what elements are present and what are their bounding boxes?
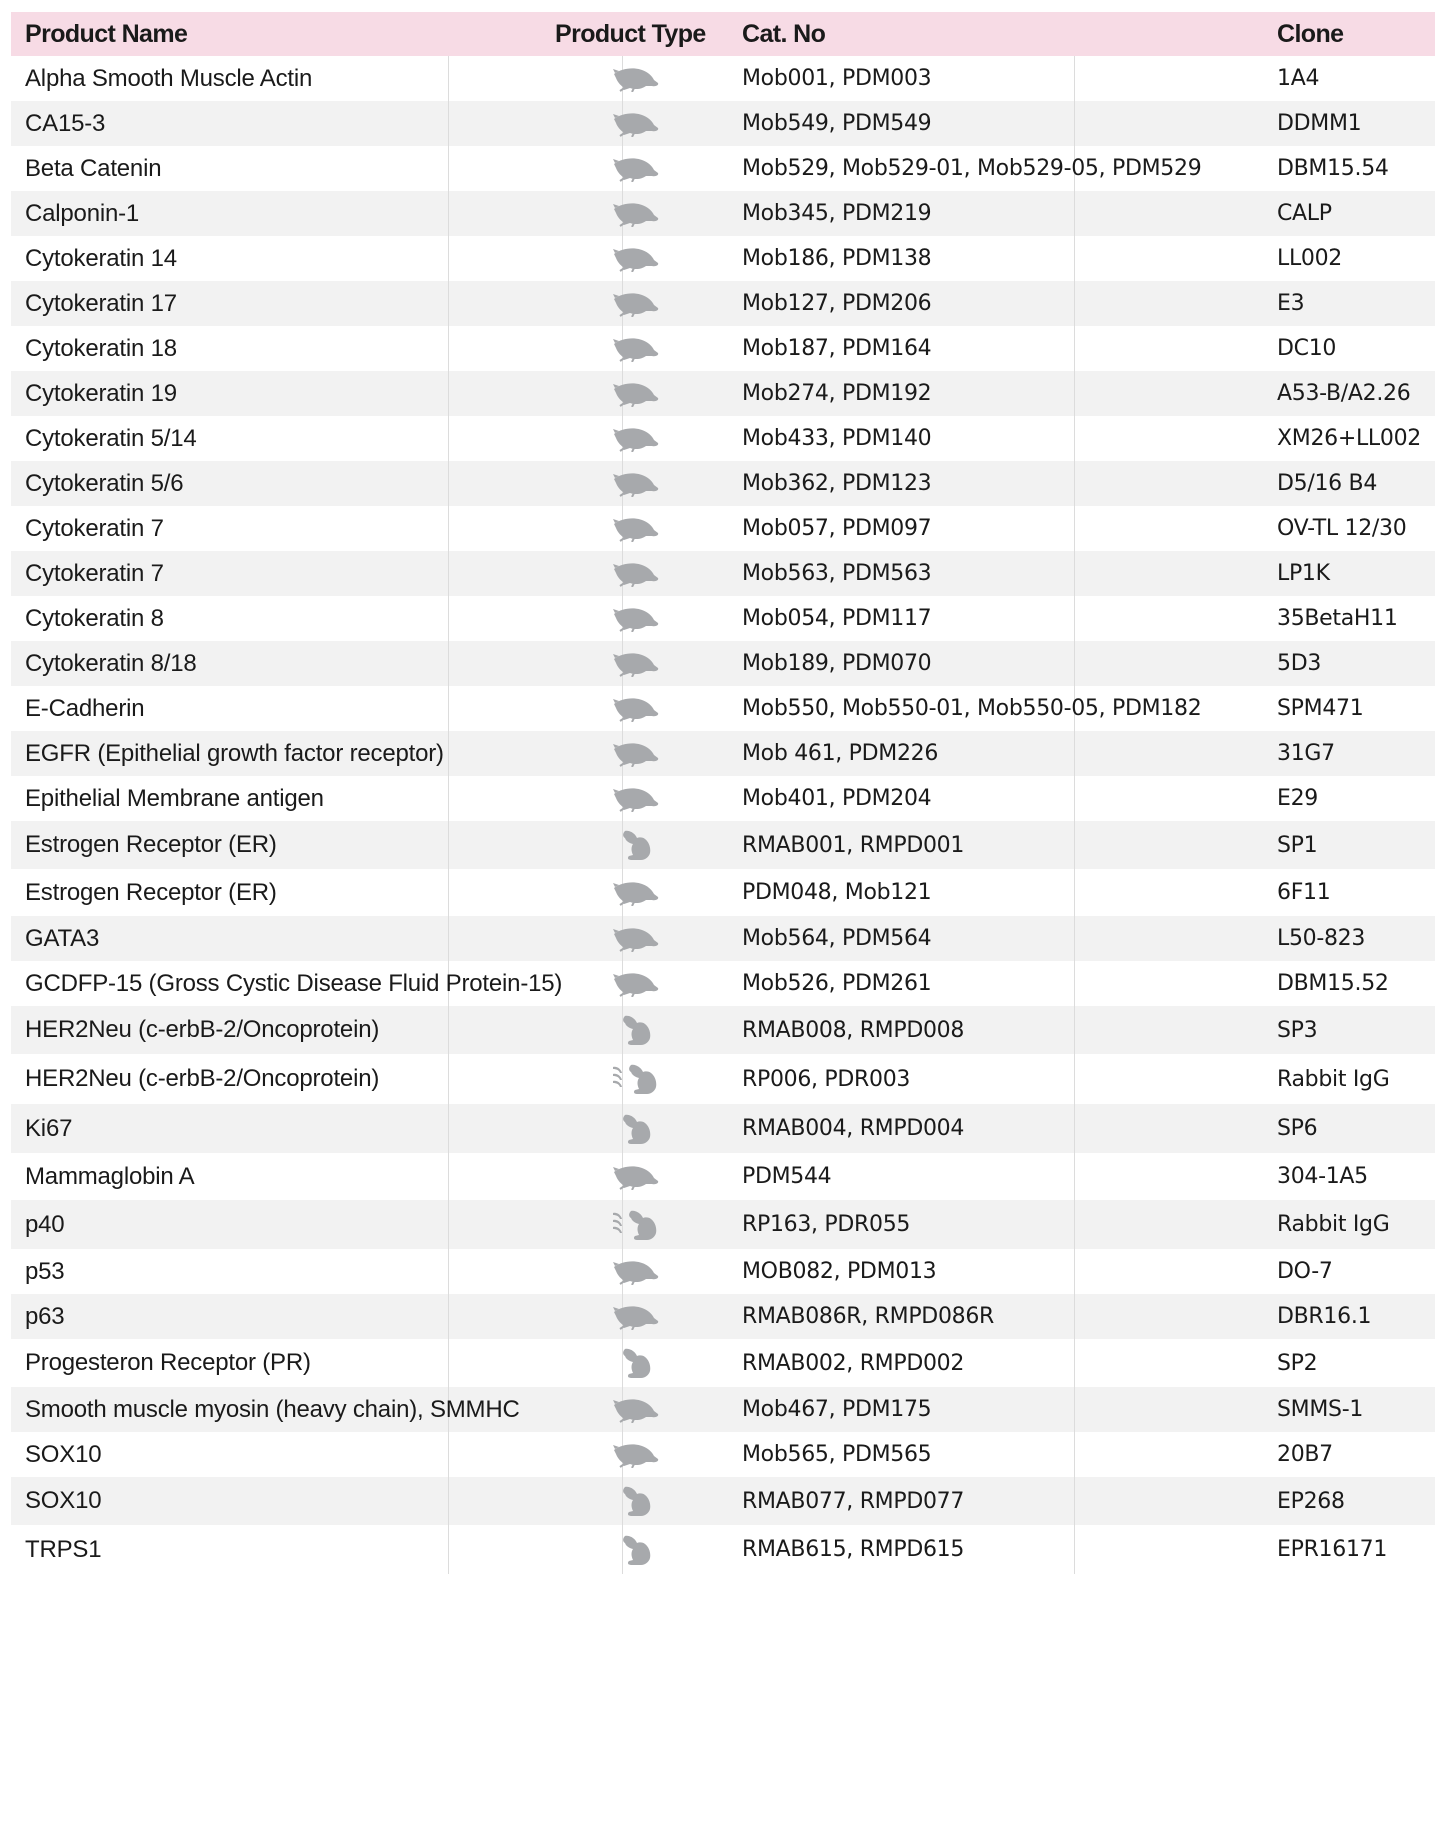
table-row: [11, 821, 1435, 869]
product-name-cell: Cytokeratin 18: [25, 334, 177, 362]
mouse-icon: [531, 961, 741, 1006]
mouse-icon: [531, 869, 741, 916]
mouse-icon: [531, 1387, 741, 1432]
table-row: [11, 1054, 1435, 1104]
rabbit-icon: [531, 1104, 741, 1153]
cat-no-cell: Mob127, PDM206: [742, 291, 932, 316]
cat-no-cell: Mob529, Mob529-01, Mob529-05, PDM529: [742, 156, 1202, 181]
cat-no-cell: PDM048, Mob121: [742, 880, 932, 905]
cat-no-cell: RMAB004, RMPD004: [742, 1116, 965, 1141]
table-row: [11, 236, 1435, 281]
product-name-cell: Estrogen Receptor (ER): [25, 831, 277, 858]
product-name-cell: Estrogen Receptor (ER): [25, 878, 277, 906]
clone-cell: LL002: [1277, 246, 1343, 271]
cat-no-cell: RMAB615, RMPD615: [742, 1537, 965, 1562]
mouse-icon: [531, 371, 741, 416]
clone-cell: CALP: [1277, 201, 1332, 226]
cat-no-cell: Mob550, Mob550-01, Mob550-05, PDM182: [742, 696, 1202, 721]
table-row: [11, 101, 1435, 146]
mouse-icon: [531, 641, 741, 686]
cat-no-cell: Mob 461, PDM226: [742, 741, 939, 766]
rabbit-polyclonal-icon: [531, 1054, 741, 1104]
clone-cell: SMMS-1: [1277, 1397, 1364, 1422]
table-row: [11, 776, 1435, 821]
rabbit-icon: [531, 1525, 741, 1574]
mouse-icon: [531, 1432, 741, 1477]
product-table: [11, 12, 1435, 1574]
table-row: [11, 146, 1435, 191]
mouse-icon: [531, 236, 741, 281]
clone-cell: DBM15.54: [1277, 156, 1389, 181]
mouse-icon: [531, 1249, 741, 1294]
clone-cell: DO-7: [1277, 1259, 1333, 1284]
cat-no-cell: RMAB077, RMPD077: [742, 1488, 965, 1514]
cat-no-cell: MOB082, PDM013: [742, 1259, 937, 1284]
product-name-cell: Calponin-1: [25, 199, 140, 227]
product-name-cell: GATA3: [25, 924, 100, 952]
mouse-icon: [531, 461, 741, 506]
table-row: [11, 961, 1435, 1006]
clone-cell: EP268: [1277, 1488, 1345, 1514]
table-row: [11, 1339, 1435, 1387]
product-name-cell: Ki67: [25, 1114, 73, 1142]
table-row: [11, 1432, 1435, 1477]
table-row: [11, 1477, 1435, 1525]
mouse-icon: [531, 326, 741, 371]
clone-cell: DDMM1: [1277, 111, 1362, 136]
mouse-icon: [531, 146, 741, 191]
product-name-cell: Cytokeratin 19: [25, 379, 177, 407]
mouse-icon: [531, 506, 741, 551]
product-name-cell: CA15-3: [25, 109, 106, 137]
table-row: [11, 1006, 1435, 1054]
mouse-icon: [531, 191, 741, 236]
product-name-cell: Epithelial Membrane antigen: [25, 784, 324, 812]
clone-cell: LP1K: [1277, 561, 1330, 586]
table-row: [11, 551, 1435, 596]
clone-cell: SP3: [1277, 1017, 1318, 1043]
clone-cell: A53-B/A2.26: [1277, 381, 1411, 406]
mouse-icon: [531, 776, 741, 821]
product-name-cell: Progesteron Receptor (PR): [25, 1349, 311, 1376]
mouse-icon: [531, 281, 741, 326]
mouse-icon: [531, 101, 741, 146]
rabbit-icon: [531, 1339, 741, 1387]
table-row: [11, 1387, 1435, 1432]
cat-no-cell: Mob186, PDM138: [742, 246, 932, 271]
cat-no-cell: Mob187, PDM164: [742, 336, 932, 361]
product-name-cell: SOX10: [25, 1487, 102, 1514]
product-name-cell: Alpha Smooth Muscle Actin: [25, 64, 313, 92]
mouse-icon: [531, 686, 741, 731]
cat-no-cell: Mob054, PDM117: [742, 606, 932, 631]
cat-no-cell: Mob362, PDM123: [742, 471, 932, 496]
cat-no-cell: RP163, PDR055: [742, 1212, 911, 1237]
table-row: [11, 1525, 1435, 1574]
cat-no-cell: Mob565, PDM565: [742, 1442, 932, 1467]
clone-cell: L50-823: [1277, 926, 1366, 951]
table-row: [11, 461, 1435, 506]
product-name-cell: Beta Catenin: [25, 154, 162, 182]
clone-cell: 35BetaH11: [1277, 606, 1398, 631]
table-row: [11, 1153, 1435, 1200]
rabbit-polyclonal-icon: [531, 1200, 741, 1249]
product-name-cell: Cytokeratin 5/14: [25, 424, 197, 452]
product-name-cell: Smooth muscle myosin (heavy chain), SMMHC: [25, 1395, 520, 1423]
table-row: [11, 416, 1435, 461]
table-row: [11, 596, 1435, 641]
clone-cell: D5/16 B4: [1277, 471, 1378, 496]
rabbit-icon: [531, 1006, 741, 1054]
cat-no-cell: RMAB002, RMPD002: [742, 1350, 965, 1376]
clone-cell: SP1: [1277, 832, 1318, 858]
product-name-cell: Cytokeratin 14: [25, 244, 177, 272]
clone-cell: EPR16171: [1277, 1537, 1388, 1562]
mouse-icon: [531, 56, 741, 101]
header-clone: Clone: [1277, 19, 1344, 48]
table-row: [11, 641, 1435, 686]
product-name-cell: HER2Neu (c-erbB-2/Oncoprotein): [25, 1016, 380, 1043]
clone-cell: DBR16.1: [1277, 1304, 1372, 1329]
clone-cell: 31G7: [1277, 741, 1335, 766]
product-name-cell: TRPS1: [25, 1535, 102, 1563]
product-name-cell: p40: [25, 1210, 65, 1238]
product-name-cell: Cytokeratin 8/18: [25, 649, 197, 677]
product-name-cell: Cytokeratin 7: [25, 514, 164, 542]
product-name-cell: Mammaglobin A: [25, 1162, 195, 1190]
product-name-cell: Cytokeratin 8: [25, 604, 164, 632]
mouse-icon: [531, 1153, 741, 1200]
cat-no-cell: Mob001, PDM003: [742, 66, 932, 91]
cat-no-cell: Mob433, PDM140: [742, 426, 932, 451]
clone-cell: DC10: [1277, 336, 1337, 361]
table-row: [11, 916, 1435, 961]
table-row: [11, 281, 1435, 326]
clone-cell: OV-TL 12/30: [1277, 516, 1407, 541]
cat-no-cell: Mob057, PDM097: [742, 516, 932, 541]
table-row: [11, 371, 1435, 416]
header-product-name: Product Name: [25, 19, 188, 48]
clone-cell: 6F11: [1277, 880, 1331, 905]
clone-cell: 304-1A5: [1277, 1164, 1368, 1189]
cat-no-cell: RP006, PDR003: [742, 1066, 911, 1092]
mouse-icon: [531, 731, 741, 776]
table-row: [11, 686, 1435, 731]
clone-cell: SP6: [1277, 1116, 1318, 1141]
cat-no-cell: RMAB086R, RMPD086R: [742, 1304, 995, 1329]
product-name-cell: SOX10: [25, 1440, 102, 1468]
table-row: [11, 326, 1435, 371]
clone-cell: 5D3: [1277, 651, 1322, 676]
mouse-icon: [531, 551, 741, 596]
table-row: [11, 191, 1435, 236]
cat-no-cell: RMAB008, RMPD008: [742, 1017, 965, 1043]
table-body: [11, 56, 1435, 1574]
clone-cell: 20B7: [1277, 1442, 1333, 1467]
clone-cell: 1A4: [1277, 66, 1320, 91]
product-name-cell: Cytokeratin 5/6: [25, 469, 184, 497]
table-row: [11, 506, 1435, 551]
product-name-cell: Cytokeratin 7: [25, 559, 164, 587]
mouse-icon: [531, 416, 741, 461]
product-name-cell: p53: [25, 1257, 65, 1285]
cat-no-cell: Mob564, PDM564: [742, 926, 932, 951]
table-row: [11, 1249, 1435, 1294]
cat-no-cell: RMAB001, RMPD001: [742, 832, 965, 858]
product-name-cell: GCDFP-15 (Gross Cystic Disease Fluid Protein-15): [25, 969, 563, 997]
header-cat-no: Cat. No: [742, 19, 826, 48]
mouse-icon: [531, 596, 741, 641]
product-name-cell: Cytokeratin 17: [25, 289, 177, 317]
rabbit-icon: [531, 821, 741, 869]
table-header: [11, 12, 1435, 56]
product-name-cell: E-Cadherin: [25, 694, 145, 722]
clone-cell: E29: [1277, 786, 1318, 811]
product-name-cell: p63: [25, 1302, 65, 1330]
table-row: [11, 56, 1435, 101]
clone-cell: SP2: [1277, 1350, 1318, 1376]
cat-no-cell: PDM544: [742, 1164, 832, 1189]
table-row: [11, 1294, 1435, 1339]
mouse-icon: [531, 1294, 741, 1339]
table-row: [11, 869, 1435, 916]
cat-no-cell: Mob345, PDM219: [742, 201, 932, 226]
cat-no-cell: Mob189, PDM070: [742, 651, 932, 676]
cat-no-cell: Mob274, PDM192: [742, 381, 932, 406]
cat-no-cell: Mob467, PDM175: [742, 1397, 932, 1422]
cat-no-cell: Mob526, PDM261: [742, 971, 932, 996]
rabbit-icon: [531, 1477, 741, 1525]
cat-no-cell: Mob563, PDM563: [742, 561, 932, 586]
clone-cell: Rabbit IgG: [1277, 1066, 1390, 1092]
clone-cell: XM26+LL002: [1277, 426, 1421, 451]
cat-no-cell: Mob549, PDM549: [742, 111, 932, 136]
product-name-cell: EGFR (Epithelial growth factor receptor): [25, 739, 444, 767]
product-name-cell: HER2Neu (c-erbB-2/Oncoprotein): [25, 1065, 380, 1092]
cat-no-cell: Mob401, PDM204: [742, 786, 932, 811]
mouse-icon: [531, 916, 741, 961]
clone-cell: Rabbit IgG: [1277, 1212, 1390, 1237]
table-row: [11, 1200, 1435, 1249]
clone-cell: SPM471: [1277, 696, 1364, 721]
header-product-type: Product Type: [555, 19, 706, 48]
clone-cell: DBM15.52: [1277, 971, 1389, 996]
table-row: [11, 1104, 1435, 1153]
table-row: [11, 731, 1435, 776]
clone-cell: E3: [1277, 291, 1305, 316]
